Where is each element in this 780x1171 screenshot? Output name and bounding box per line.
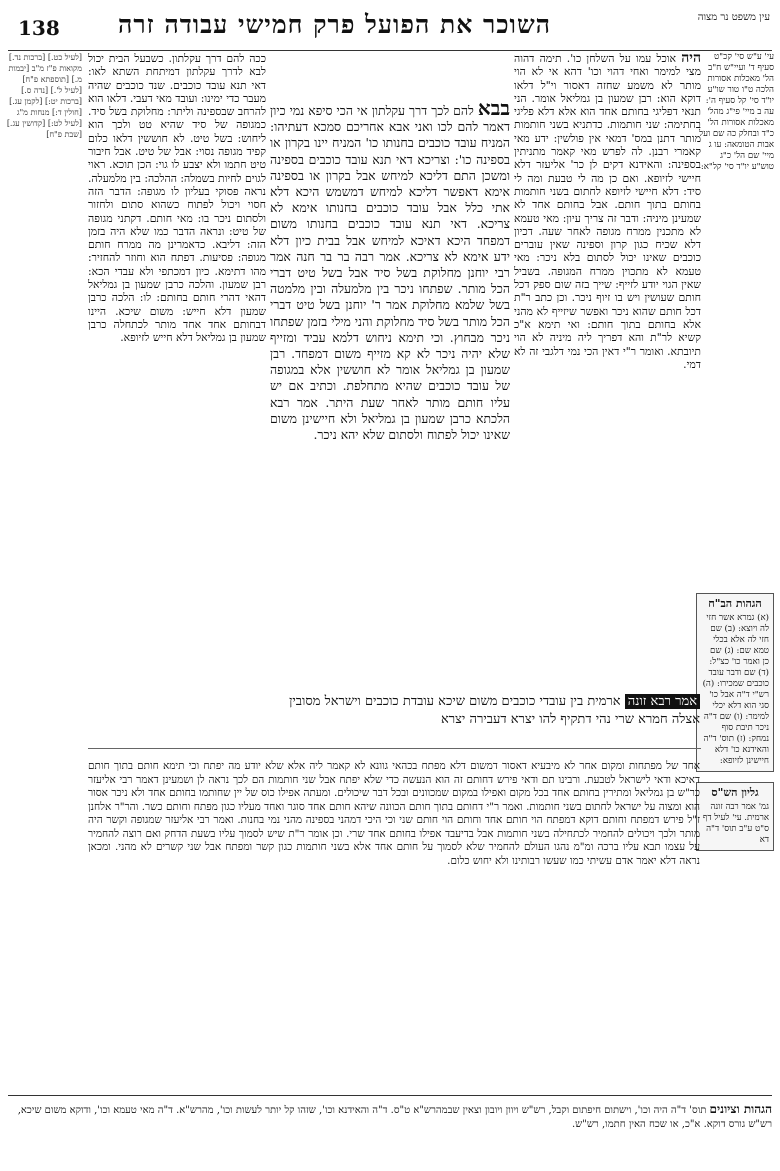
ein-mishpat-text: עי' ע"ש סי' קכ"ט סעיף ד' ועיי"ש ח"ב הל' מאכלות אסורות הלכה ט"ו טור שו"ע יו"ד סי' קל סעיף ה': עה ב מיי' פי"ג מהל' מאכלות אסורות הל' כ"ד ובחלק כה שם ועל אבות הטומאה: עו ג מיי' שם הל' כ"ג טוש"ע יו"ד סי' קל"א: [699,52,774,172]
footer-label: הגהות וציונים [709,1102,772,1116]
page-header [8,8,772,51]
gemara-column [270,100,510,690]
gemara-text: להם לכך דרך עקלתון אי הכי סיפא נמי כיון דאמר להם לכו ואני אבא אחריכם סמכא דעתיהו: המניח עובד כוכבים בחנותו כו' המניח יינו בקרון או בספינה כו': וצריכא דאי תנא עובד כוכבים בספינה ומשכן התם דליכא למיחש אבל בקרון או בספינה אימא דאפשר דליכא למיחש דמשמש היכא דלא אתי כלל אבל עובד כוכבים בחנותו אימא לא צריכא. דאי תנא עובד כוכבים בחנותו משום דמפחד היכא דאיכא למיחש אבל בבית כיון דלא ידע אימא לא צריכא. אמר רבה בר בר חנה אמר רבי יוחנן מחלוקת בשל סיד אבל בשל טיט דברי הכל מותר. שפתחו ניכר בין מלמעלה ובין מלמטה בשל שלמא מחלוקת אמר ר' יוחנן בשל טיט דברי הכל מותר בשל סיד מחלוקת והני מילי בזמן שפתחו ניכר מבחוץ. וכי תימא ניחוש דלמא עביד ומזייף שלא יהיה ניכר לא קא מזייף משום דמפחד. רבן שמעון בן גמליאל אומר לא חוששין אלא במגופה של עובד כוכבים שהיא מתחלפת. וכתיב אם יש עליו חותם מותר לאחר שעת היתר. אמר רבא הלכתא כרבן שמעון בן גמליאל ולא חיישינן משום שאינו יכול לפתוח ולסתום שלא יהא ניכר. [270,103,510,443]
running-title: השוכר את הפועל פרק חמישי עבודה זרה [118,10,552,39]
tosafot-lead-word: היה [681,52,701,66]
bottom-commentary [88,760,700,1045]
page-footer [8,1095,772,1162]
section-divider [88,748,701,749]
ein-mishpat-label: עין משפט נר מצוה [697,12,770,23]
gilyon-hashas-text: גמ' אמר רבה זונה ארמית. עי' לעיל דף ס"ט ע"ב תוס' ד"ה דא [702,802,769,845]
hagahot-habach-box [696,593,774,772]
rashi-text: ככה להם דרך עקלתון. כשבעל הבית יכול לבא לדרך עקלתון דמיתחת השתא לאו: דאי תנא עובד כוכבים. שנד כוכבים שהיה מעבר כדי ימינו: ועובד מאי דעבי. דלאו הוא להרחב שבספינה וליתר: מחלוקת בשל סיד. כמגופה של סיד שהיא טט ולכך הוא ליחוש: בשל טיט. לא חוששין דלאו כלום קפיד מגופה נסוי: אבל של טיט. אבל חיבור טיט חתמו ולא יצבע לו גוי: הכן תוכא. ראוי לגוים לחיות בשמלה: ההלכה: בין מלמעלה. נראה פסוקי בעליון לו מגופה: הדבר הזה חסוי ויכול לפתוח כשהוא סתום ולחזור ולסתום ניכר בו: מאי חותם. דקתני מגופה של טיט: ונראה הדבר כמו שלא היה בזמן הזה: דליבא. כדאמרינן מה ממרח חותם מגופה: פסיעות. דפתח הוא וחוזר להחזיר: מהו דתימא. כיון דמכתפי ולא עבדי הכא: רבן שמעון. והלכה כרבן שמעון בן גמליאל דהאי דהרי חותם בחותם: לו: הלכה כרבן שמעון דלא חייש: משום שיכא. היינו דבחותם אחד אחד מותר לכתחלה כרבן שמעון בן גמליאל דלא חייש לזיופא. [88,52,266,345]
gemara-lead-word: בבא [477,100,510,120]
masoret-hashas-column [4,52,82,1052]
gemara-closing-text: ארמית בין עובדי כוכבים משום שיכא עובדת כוכבים וישראל מסובין אצלה חמרא שרי נהי דתקיף להו יצרא דעבירה יצרא [289,694,700,727]
tosafot-column [514,52,701,690]
footer-text: תוס' ד"ה היה וכו', וישתום חיפתום וקבל, רש"ש ויוון ויובון וצאין שבמהרש"א ט"ס. ד"ה והאידנא וכו', שזהו קל יותר לעשות וכו', מהרש"א. ד"ה מאי טעמא וכו', ודוקא משום שיכא, רש"ש גורס דוקא. א"כ, או שכח האין חתמו, רש"ש. [17,1105,772,1130]
masoret-hashas-text: [לעיל כט.] [ברכות נד.] מקואות פ"ז מ"ב [יבמות מ.] [תוספתא פ"ח] [לעיל ל'.] [נדה ס.] [ברכות יט:] [לקמן עג.] [חולין ד:] מנחות מ"ג [לעיל לט:] [קדושין עג.] [שבת פ"ח] [6,53,82,139]
bottom-commentary-text: אחד של מפתחות ומקום אחר לא מיבעיא דאסור דמשום דלא מפתח בכהאי גוונא לא קאמר ליה אלא שלא יודע מה יפתח וכי תימא חותם בתוך חותם דאיכא ודאי לישראל לטבעת. ורבינו תם ודאי פירש דחותם זה הוא הנעשה כדי שלא יפתח אבל שני חותמות הם לכך נראה לן ושמעינן דאמר רבי אליעזר כר"ש בן גמליאל ומתירין בחותם אחד בכל מקום ואפילו במקום שמכוונים ובכל דבר שיכולים. ומעתה אפילו כוס של יין שחותמו בחותם אחד ולא ניכר אסור הוא ומצוה על ישראל לחתום בשני חותמות. ואמר ר"י דחותם בתוך חותם הכוונה שיהא חותם אחד סוגר ואחד מעליו כגון מפתח וחותם כשר. והר"ר אלחנן ז"ל פירש דמפתח וחותם דוקא דמפתח הוי חותם אחד וחותם הוי חותם שני וכי היכי דמהני בספינה מהני נמי בחנות. ואמר רבי אליעזר שמגופה וקשר היה מותר ולכך ויכולים להחמיר לכתחילה בשני חותמות אבל בדיעבד אפילו בחותם אחד שרי. וכן אומר ר"ת שיש לסמוך עליו בשעת הדחק ואם רוצה להחמיר על עצמו תבא עליו ברכה ומ"מ נהגו העולם להחמיר שלא לסמוך על חותם אחד אלא בשני חותמות כגון קשר ומפתח אבל שני קשרים לא מהני. ומכאן נראה דלא יאמר אדם עשיתי כמו שעשו רבותינו ולא יחוש כלום. [88,760,700,867]
gilyon-hashas-box [696,782,774,851]
page-number: 138 [18,16,60,40]
hagahot-habach-text: (א) גמרא אשר חזי לה ויוצא: (ב) שם חזי לה אלא בכלי טמא שם: (ג) שם כן ואמר כו' כצ"ל: (ד) שם ודבר עובד כוכבים שמכירו: (ה) רש"י ד"ה אבל כו' סגי הוא דלא יכלי למימר: (ו) שם ד"ה ניכר תיבת סוף נמחק: (ז) תוס' ד"ה והאידנא כו' דלא חיישינן לזיופא: [702,613,769,766]
gemara-closing [270,693,700,729]
rashi-column [88,52,266,690]
gilyon-hashas-title: גליון הש"ס [711,786,759,799]
tosafot-text: אוכל עמו על השלחן כו'. תימה דהוה מצי למימר ואחי דהוי וכו' דהא אי לא הוי מותר לא משמע שחזה דאסור וי"ל דלאו דוקא הוא: רבן שמעון בן גמליאל אומר. הני תנאי דפליגי בחותם אחד הוא אלא דלא פליגי בחתימה: שני חותמות. כדתניא בשני חותמות מותר דתנן במס' דמאי אין פולשין: ידע מאי קאמרי רבנן. לה לפרש מאי קאמר מתניתין בספינה: והאידנא דקים לן כר' אליעזר דלא חיישי לזיופא. ואם כן מה לי טבעת ומה לי סיד: דלא חיישי לזיופא לחתום בשני חותמות בחותם בתוך חותם. אבל בחותם אחד לא שמעינן מיניה: ודבר זה צריך עיון: מאי טעמא לא מתכנין ממרח מגופה לאחר שעה. דכיון דלא שכיח כגון קרון וספינה שאין עוברים כוכבים שאינו יכול לסתום בלא ניכר: מאי טעמא לא מתכוין ממרח המגופה. בשביל שאין הגוי יודע לזייף: שייך בזה שום ספק דכל חותם שעושין ויש בו זיוף ניכר. וכן כתב ר"ת דכל חותם שהוא ניכר ואפשר שיזייף לא מהני אלא בחותם בתוך חותם: ואי תימא א"כ קשיא לר"ת והא דפריך ליה מיניה לא הוי תיובתא. ואומר ר"י דאין הכי נמי דלגבי זה לא דמי. [514,52,701,371]
hagahot-habach-title: הגהות הב"ח [708,597,762,610]
ein-mishpat-column [696,52,774,1052]
highlighted-phrase: אמר רבא זונה [625,694,700,709]
